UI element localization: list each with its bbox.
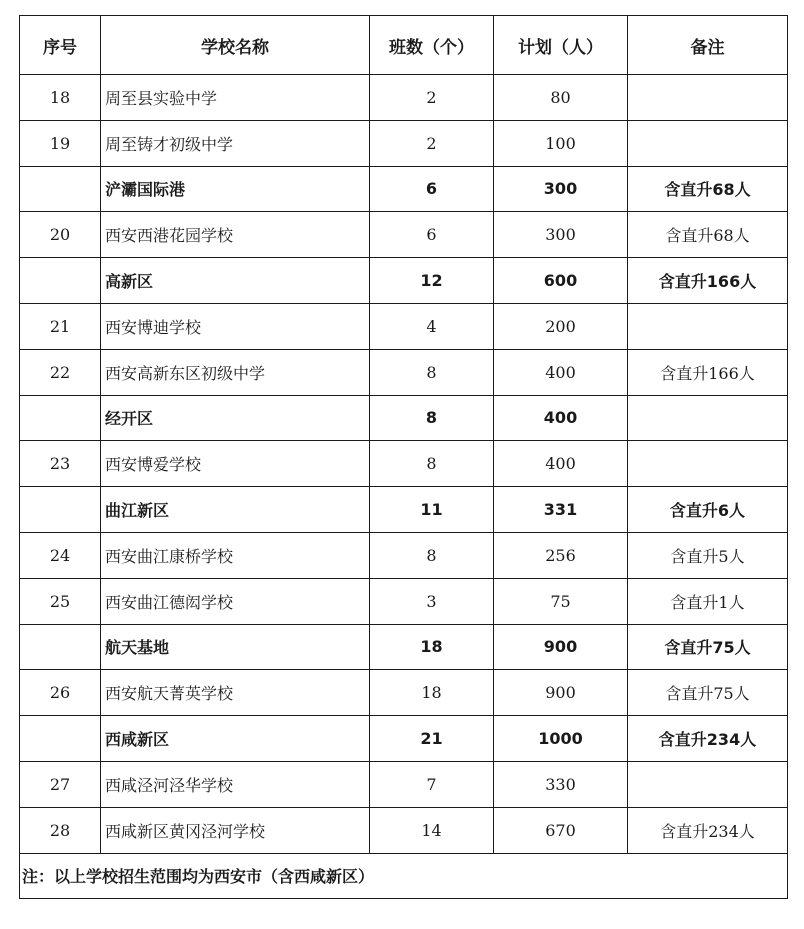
school-name: 西安曲江康桥学校	[101, 532, 370, 578]
class-count: 21	[370, 716, 494, 762]
school-row	[20, 761, 788, 807]
school-name: 西安西港花园学校	[101, 212, 370, 258]
district-subtotal-row	[20, 395, 788, 441]
school-name: 西咸新区	[101, 716, 370, 762]
remark: 含直升68人	[628, 212, 788, 258]
remark	[628, 120, 788, 166]
enrollment-plan: 330	[494, 761, 628, 807]
class-count: 3	[370, 578, 494, 624]
footnote-row	[20, 853, 788, 898]
remark: 含直升6人	[628, 487, 788, 533]
school-name: 西安博迪学校	[101, 303, 370, 349]
row-number: 23	[20, 441, 101, 487]
school-name: 西咸新区黄冈泾河学校	[101, 807, 370, 853]
class-count: 7	[370, 761, 494, 807]
school-row	[20, 441, 788, 487]
table-header	[20, 16, 788, 75]
class-count: 6	[370, 166, 494, 212]
enrollment-plan: 100	[494, 120, 628, 166]
school-name: 曲江新区	[101, 487, 370, 533]
remark	[628, 303, 788, 349]
class-count: 12	[370, 258, 494, 304]
school-row	[20, 532, 788, 578]
class-count: 2	[370, 120, 494, 166]
enrollment-plan: 1000	[494, 716, 628, 762]
row-number	[20, 716, 101, 762]
enrollment-plan: 400	[494, 395, 628, 441]
enrollment-plan: 400	[494, 441, 628, 487]
school-row	[20, 349, 788, 395]
header-school-name: 学校名称	[101, 16, 370, 75]
row-number	[20, 624, 101, 670]
row-number	[20, 395, 101, 441]
school-name: 西安高新东区初级中学	[101, 349, 370, 395]
remark	[628, 441, 788, 487]
district-subtotal-row	[20, 166, 788, 212]
row-number	[20, 166, 101, 212]
row-number: 24	[20, 532, 101, 578]
enrollment-plan: 300	[494, 166, 628, 212]
school-row	[20, 303, 788, 349]
district-subtotal-row	[20, 258, 788, 304]
school-row	[20, 578, 788, 624]
remark: 含直升234人	[628, 716, 788, 762]
row-number: 18	[20, 75, 101, 121]
header-classes: 班数（个）	[370, 16, 494, 75]
enrollment-plan: 400	[494, 349, 628, 395]
enrollment-plan: 300	[494, 212, 628, 258]
school-name: 西安航天菁英学校	[101, 670, 370, 716]
row-number: 25	[20, 578, 101, 624]
enrollment-plan-table	[19, 15, 788, 899]
school-row	[20, 670, 788, 716]
footnote: 注：以上学校招生范围均为西安市（含西咸新区）	[20, 853, 788, 898]
school-name: 航天基地	[101, 624, 370, 670]
class-count: 8	[370, 441, 494, 487]
remark: 含直升166人	[628, 349, 788, 395]
remark	[628, 761, 788, 807]
enrollment-plan: 75	[494, 578, 628, 624]
class-count: 18	[370, 624, 494, 670]
row-number: 26	[20, 670, 101, 716]
school-name: 周至铸才初级中学	[101, 120, 370, 166]
school-name: 高新区	[101, 258, 370, 304]
school-name: 经开区	[101, 395, 370, 441]
remark: 含直升68人	[628, 166, 788, 212]
remark: 含直升5人	[628, 532, 788, 578]
enrollment-plan: 900	[494, 670, 628, 716]
school-name: 西安博爱学校	[101, 441, 370, 487]
enrollment-plan: 600	[494, 258, 628, 304]
school-row	[20, 120, 788, 166]
header-no: 序号	[20, 16, 101, 75]
school-name: 浐灞国际港	[101, 166, 370, 212]
remark: 含直升75人	[628, 624, 788, 670]
enrollment-plan: 80	[494, 75, 628, 121]
header-remark: 备注	[628, 16, 788, 75]
row-number: 28	[20, 807, 101, 853]
remark: 含直升166人	[628, 258, 788, 304]
class-count: 14	[370, 807, 494, 853]
school-row	[20, 212, 788, 258]
remark: 含直升234人	[628, 807, 788, 853]
class-count: 8	[370, 349, 494, 395]
row-number: 20	[20, 212, 101, 258]
class-count: 2	[370, 75, 494, 121]
class-count: 4	[370, 303, 494, 349]
header-row	[20, 16, 788, 75]
enrollment-plan: 670	[494, 807, 628, 853]
remark: 含直升1人	[628, 578, 788, 624]
row-number	[20, 258, 101, 304]
class-count: 11	[370, 487, 494, 533]
school-name: 周至县实验中学	[101, 75, 370, 121]
class-count: 8	[370, 532, 494, 578]
enrollment-plan: 331	[494, 487, 628, 533]
header-plan: 计划（人）	[494, 16, 628, 75]
school-row	[20, 75, 788, 121]
school-row	[20, 807, 788, 853]
class-count: 8	[370, 395, 494, 441]
school-name: 西安曲江德闳学校	[101, 578, 370, 624]
remark	[628, 395, 788, 441]
district-subtotal-row	[20, 487, 788, 533]
enrollment-table-container	[19, 15, 788, 899]
enrollment-plan: 256	[494, 532, 628, 578]
remark	[628, 75, 788, 121]
row-number	[20, 487, 101, 533]
row-number: 21	[20, 303, 101, 349]
class-count: 6	[370, 212, 494, 258]
row-number: 22	[20, 349, 101, 395]
row-number: 27	[20, 761, 101, 807]
enrollment-plan: 900	[494, 624, 628, 670]
table-body	[20, 75, 788, 854]
enrollment-plan: 200	[494, 303, 628, 349]
district-subtotal-row	[20, 716, 788, 762]
row-number: 19	[20, 120, 101, 166]
school-name: 西咸泾河泾华学校	[101, 761, 370, 807]
remark: 含直升75人	[628, 670, 788, 716]
district-subtotal-row	[20, 624, 788, 670]
class-count: 18	[370, 670, 494, 716]
